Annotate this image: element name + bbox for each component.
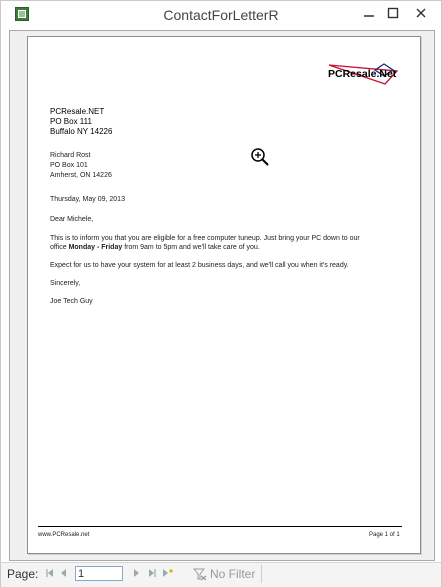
minimize-button[interactable] bbox=[359, 5, 379, 23]
maximize-button[interactable] bbox=[383, 5, 403, 23]
previous-page-icon[interactable] bbox=[59, 567, 69, 579]
letter-paragraph-2: Expect for us to have your system for at least 2 business days, and we'll call you when it's ready. bbox=[50, 262, 349, 269]
letter-bold-days: Monday - Friday bbox=[68, 244, 123, 251]
letter-paragraph-1-line-1: This is to inform you that you are eligible for a free computer tuneup. Just bring your PC down to our bbox=[50, 235, 360, 242]
footer-page-info: Page 1 of 1 bbox=[369, 532, 400, 538]
status-divider bbox=[261, 565, 262, 583]
next-page-icon[interactable] bbox=[131, 567, 141, 579]
page-label: Page: bbox=[7, 567, 39, 581]
first-page-icon[interactable] bbox=[45, 567, 55, 579]
zoom-in-icon[interactable] bbox=[250, 147, 270, 167]
maximize-icon bbox=[387, 7, 399, 19]
window-title: ContactForLetterR bbox=[163, 7, 279, 23]
letter-paragraph-1-line-2 bbox=[50, 243, 260, 252]
letter-text-segment: from 9am to 5pm and we'll take care of you. bbox=[122, 244, 260, 251]
letter-salutation: Dear Michele, bbox=[50, 216, 94, 223]
company-logo bbox=[327, 61, 399, 87]
footer-divider bbox=[38, 526, 402, 527]
new-record-icon[interactable] bbox=[161, 567, 173, 579]
recipient-name: Richard Rost bbox=[50, 152, 91, 159]
page-number-input[interactable]: 1 bbox=[75, 566, 123, 581]
recipient-address-line: PO Box 101 bbox=[50, 162, 88, 169]
minimize-icon bbox=[363, 7, 375, 19]
recipient-city-line: Amherst, ON 14226 bbox=[50, 172, 112, 179]
no-filter-button[interactable]: No Filter bbox=[210, 567, 256, 581]
close-button[interactable] bbox=[411, 5, 431, 23]
title-bar bbox=[1, 1, 441, 29]
filter-icon bbox=[193, 568, 207, 581]
logo-text: PCResale.Net bbox=[328, 68, 397, 80]
footer-website: www.PCResale.net bbox=[38, 532, 90, 538]
sender-address-line: PO Box 111 bbox=[50, 117, 92, 126]
letter-closing: Sincerely, bbox=[50, 280, 81, 287]
report-page bbox=[27, 36, 421, 554]
print-preview-canvas[interactable] bbox=[9, 30, 435, 561]
status-bar bbox=[1, 562, 441, 587]
sender-city-line: Buffalo NY 14226 bbox=[50, 127, 113, 136]
last-page-icon[interactable] bbox=[147, 567, 157, 579]
letter-text-segment: office bbox=[50, 244, 69, 251]
letter-date: Thursday, May 09, 2013 bbox=[50, 196, 125, 203]
sender-name: PCResale.NET bbox=[50, 107, 105, 116]
letter-signature: Joe Tech Guy bbox=[50, 298, 93, 305]
close-icon bbox=[415, 7, 427, 19]
